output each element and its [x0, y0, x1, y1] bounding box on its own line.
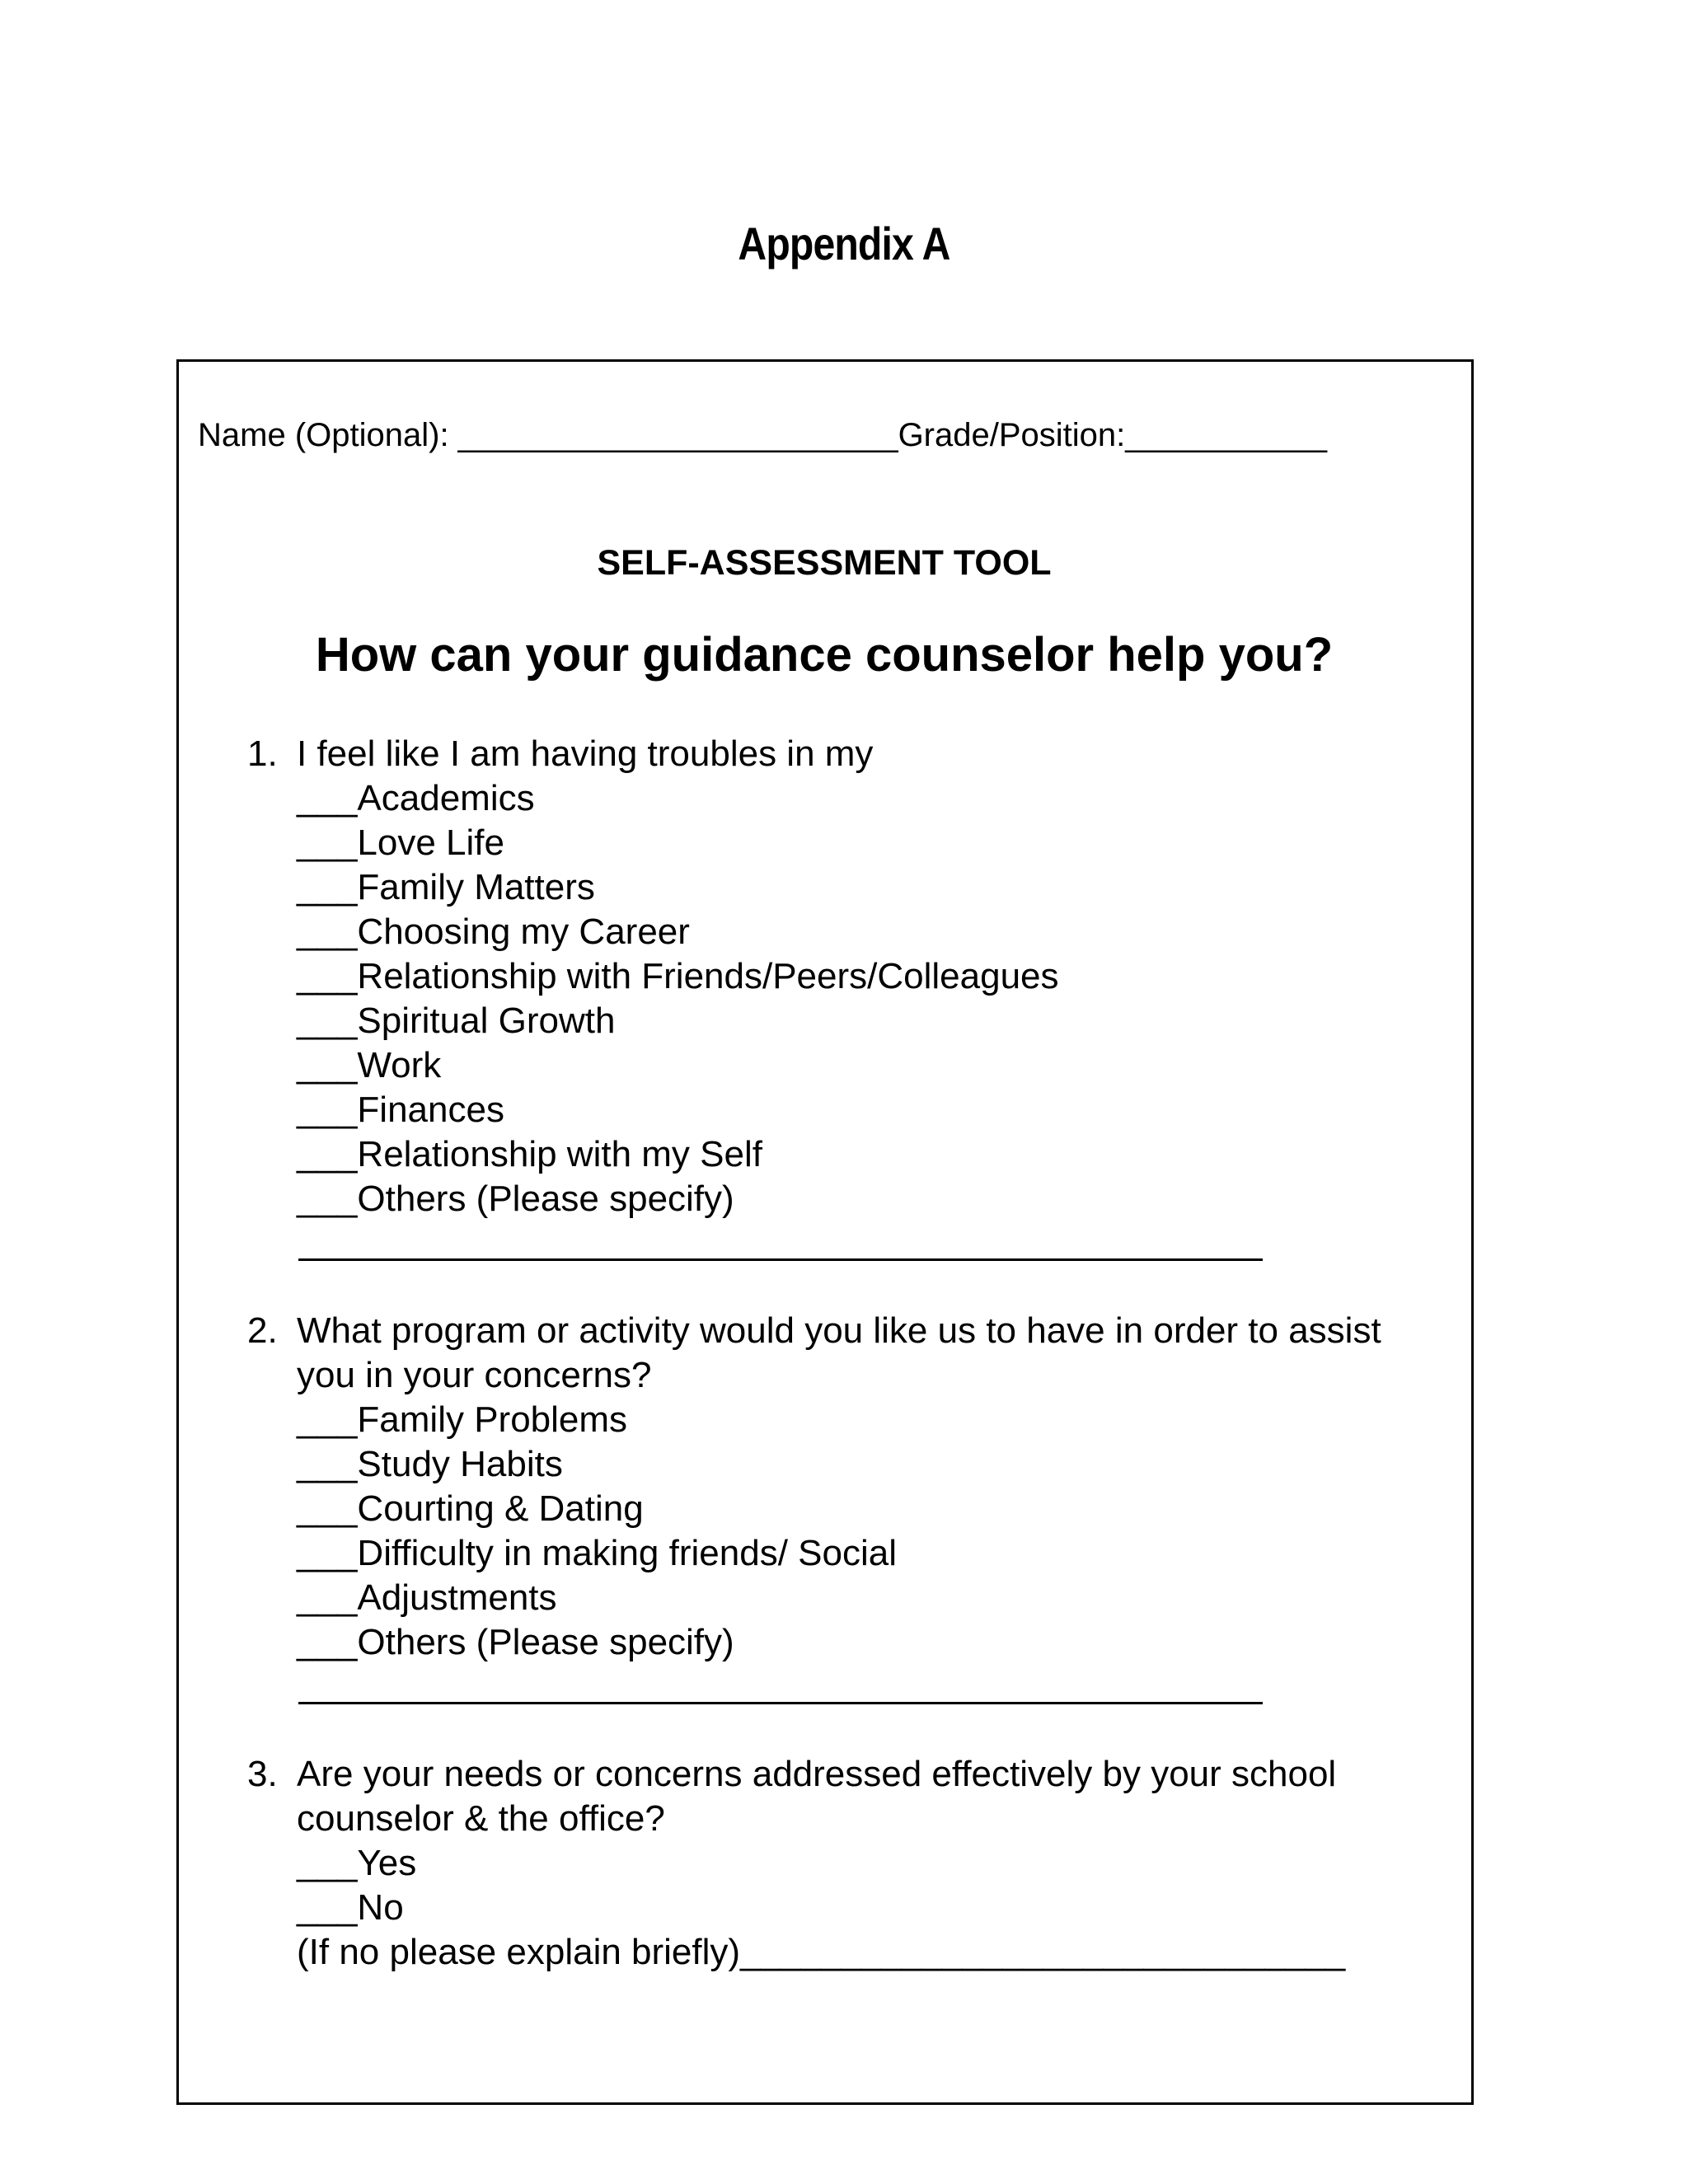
question-3-text-line-1: Are your needs or concerns addressed effectively by your school: [297, 1754, 1337, 1794]
question-2-text-line-2: you in your concerns?: [297, 1355, 652, 1395]
question-3-number: 3.: [247, 1754, 278, 1794]
question-3-text-line-2: counselor & the office?: [297, 1798, 665, 1839]
tool-heading: SELF-ASSESSMENT TOOL: [597, 543, 1052, 583]
q1-specify-blank[interactable]: [298, 1258, 1263, 1261]
main-question: How can your guidance counselor help you?: [315, 628, 1334, 682]
question-2-number: 2.: [247, 1310, 278, 1351]
q2-option-difficulty-friends[interactable]: ___Difficulty in making friends/ Social: [297, 1533, 897, 1573]
q3-option-yes[interactable]: ___Yes: [297, 1843, 417, 1883]
q2-specify-blank[interactable]: [298, 1702, 1263, 1704]
q2-option-family-problems[interactable]: ___Family Problems: [297, 1399, 628, 1440]
q1-option-relationship-self[interactable]: ___Relationship with my Self: [297, 1134, 762, 1174]
name-grade-line[interactable]: Name (Optional): ________________________Grade/Position:___________: [198, 417, 1327, 453]
q1-option-love-life[interactable]: ___Love Life: [297, 823, 504, 863]
q2-option-adjustments[interactable]: ___Adjustments: [297, 1577, 557, 1618]
question-1-number: 1.: [247, 733, 278, 774]
q3-option-no[interactable]: ___No: [297, 1887, 404, 1928]
q3-explain-line[interactable]: (If no please explain briefly)______________________________: [297, 1932, 1346, 1972]
q1-option-others[interactable]: ___Others (Please specify): [297, 1179, 734, 1219]
q2-option-courting-dating[interactable]: ___Courting & Dating: [297, 1488, 644, 1529]
q1-option-choosing-career[interactable]: ___Choosing my Career: [297, 912, 690, 952]
question-1-text: I feel like I am having troubles in my: [297, 733, 874, 774]
q1-option-work[interactable]: ___Work: [297, 1045, 442, 1085]
q1-option-finances[interactable]: ___Finances: [297, 1090, 504, 1130]
question-2-text-line-1: What program or activity would you like us to have in order to assist: [297, 1310, 1381, 1351]
q1-option-family-matters[interactable]: ___Family Matters: [297, 867, 595, 907]
q2-option-study-habits[interactable]: ___Study Habits: [297, 1444, 563, 1484]
q1-option-academics[interactable]: ___Academics: [297, 778, 535, 818]
q2-option-others[interactable]: ___Others (Please specify): [297, 1622, 734, 1662]
q1-option-spiritual-growth[interactable]: ___Spiritual Growth: [297, 1001, 616, 1041]
appendix-title: Appendix A: [738, 218, 950, 269]
q1-option-relationship-friends[interactable]: ___Relationship with Friends/Peers/Colleagues: [297, 956, 1059, 996]
